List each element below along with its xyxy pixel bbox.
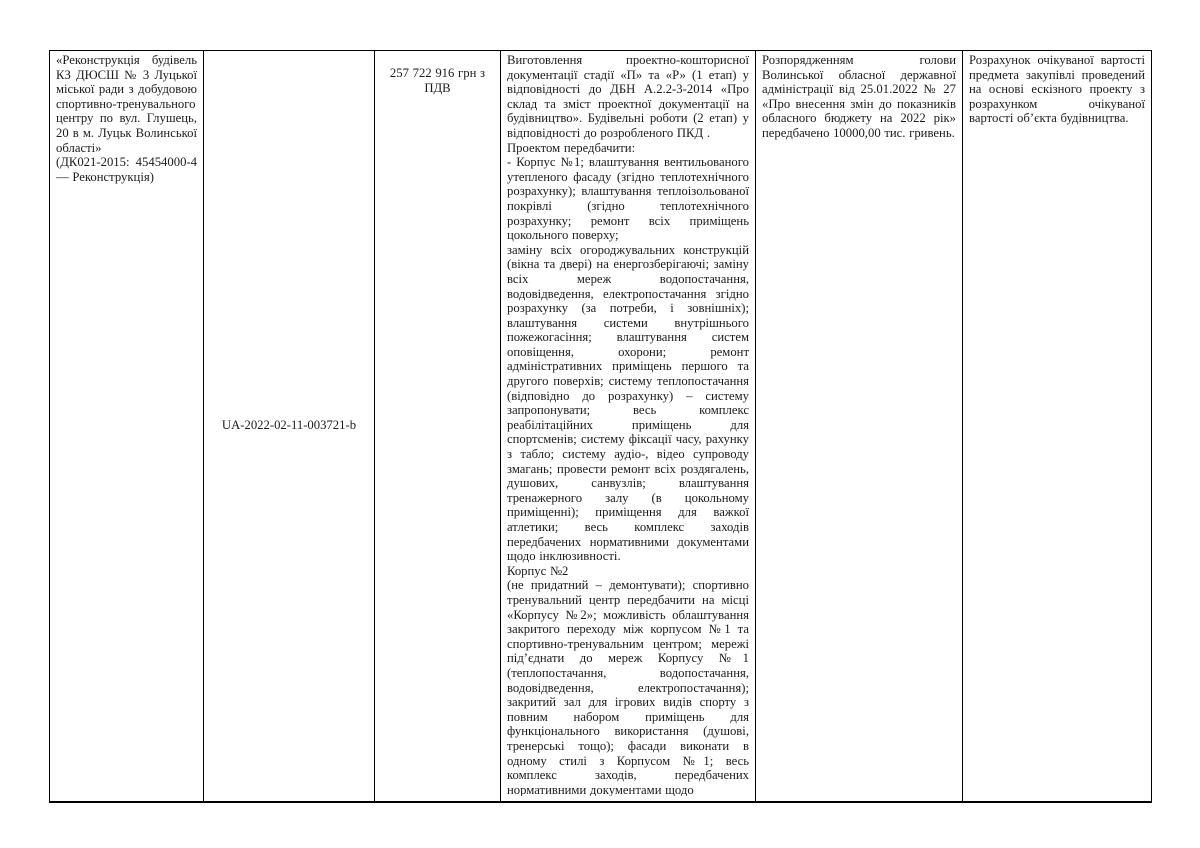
subject-cpv-code-text: (ДК021-2015: 45454000-4 — Реконструкція) — [56, 155, 197, 184]
procurement-table-row — [50, 51, 1152, 802]
description-building1-text: - Корпус №1; влаштування вентильованого утепленого фасаду (згідно теплотехнічного розрахунку); влаштування теплоізольованої покрівлі (згідно теплотехнічного розрахунку; ремонт всіх приміщень цокольного поверху; — [507, 155, 749, 243]
cost-calculation-text: Розрахунок очікуваної вартості предмета закупівлі проведений на основі ескізного проекту з розрахунком очікуваної вартості об’єкта будівництва. — [969, 53, 1145, 126]
subject-content — [56, 53, 197, 184]
cost-calculation-content — [969, 53, 1145, 126]
funding-source-content — [762, 53, 956, 141]
cell-project-description — [501, 51, 756, 802]
expected-value-text: 257 722 916 грн з ПДВ — [389, 66, 486, 95]
funding-source-text: Розпорядженням голови Волинської обласної державної адміністрації від 25.01.2022 № 27 «Про внесення змін до показників обласного бюджету на 2022 рік» передбачено 10000,00 тис. гривень. — [762, 53, 956, 140]
expected-value-content — [381, 53, 494, 95]
cell-procurement-subject — [50, 51, 204, 802]
description-stage-text: Виготовлення проектно-кошторисної документації стадії «П» та «Р» (1 етап) у відповідності до ДБН А.2.2-3-2014 «Про склад та зміст проектної документації на будівництво». Будівельні роботи (2 етап) у відповідності до розробленого ПКД . — [507, 53, 749, 140]
description-works-text: заміну всіх огороджувальних конструкцій (вікна та двері) на енергозберігаючі; заміну всіх мереж водопостачання, водовідведення, електропостачання згідно розрахунку (за потреби, і зовнішніх); влаштування системи внутрішнього пожежогасіння; влаштування систем оповіщення, охорони; ремонт адміністративних приміщень першого та другого поверхів; систему теплопостачання (відповідно до розрахунку) – систему запропонувати; весь комплекс реабілітаційних приміщень для спортсменів; систему фіксації часу, рахунку з табло; систему аудіо-, відео супроводу змагань; провести ремонт всіх роздягалень, душових, санвузлів; влаштування тренажерного залу (в цокольному приміщенні); приміщення для важкої атлетики; весь комплекс заходів передбачених нормативними документами щодо інклюзивності. — [507, 242, 749, 564]
description-intro-text: Проектом передбачити: — [507, 140, 636, 155]
tender-id-text: UA-2022-02-11-003721-b — [221, 418, 357, 433]
description-building2-heading: Корпус №2 — [507, 563, 569, 578]
cell-tender-id — [204, 51, 375, 802]
project-description-content — [507, 53, 749, 796]
cell-funding-source — [756, 51, 963, 802]
cell-cost-calculation — [963, 51, 1152, 802]
procurement-table — [49, 50, 1152, 803]
description-building2-text: (не придатний – демонтувати); спортивно тренувальний центр передбачити на місці «Корпусу №2»; можливість облаштування закритого переходу між корпусом №1 та спортивно-тренувальним центром; мережі під’єднати до мереж Корпусу №1 (теплопостачання, водопостачання, водовідведення, електропостачання); закритий зал для ігрових видів спорту з повним набором приміщень для функціонального використання (душові, тренерські тощо); фасади виконати в одному стилі з Корпусом №1; весь комплекс заходів, передбачених нормативними документами щодо — [507, 578, 749, 796]
cell-expected-value — [375, 51, 501, 802]
subject-title-text: «Реконструкція будівель КЗ ДЮСШ № 3 Луцької міської ради з добудовою спортивно-тренувального центру по вул. Глушець, 20 в м. Луцьк Волинської області» — [56, 53, 197, 155]
